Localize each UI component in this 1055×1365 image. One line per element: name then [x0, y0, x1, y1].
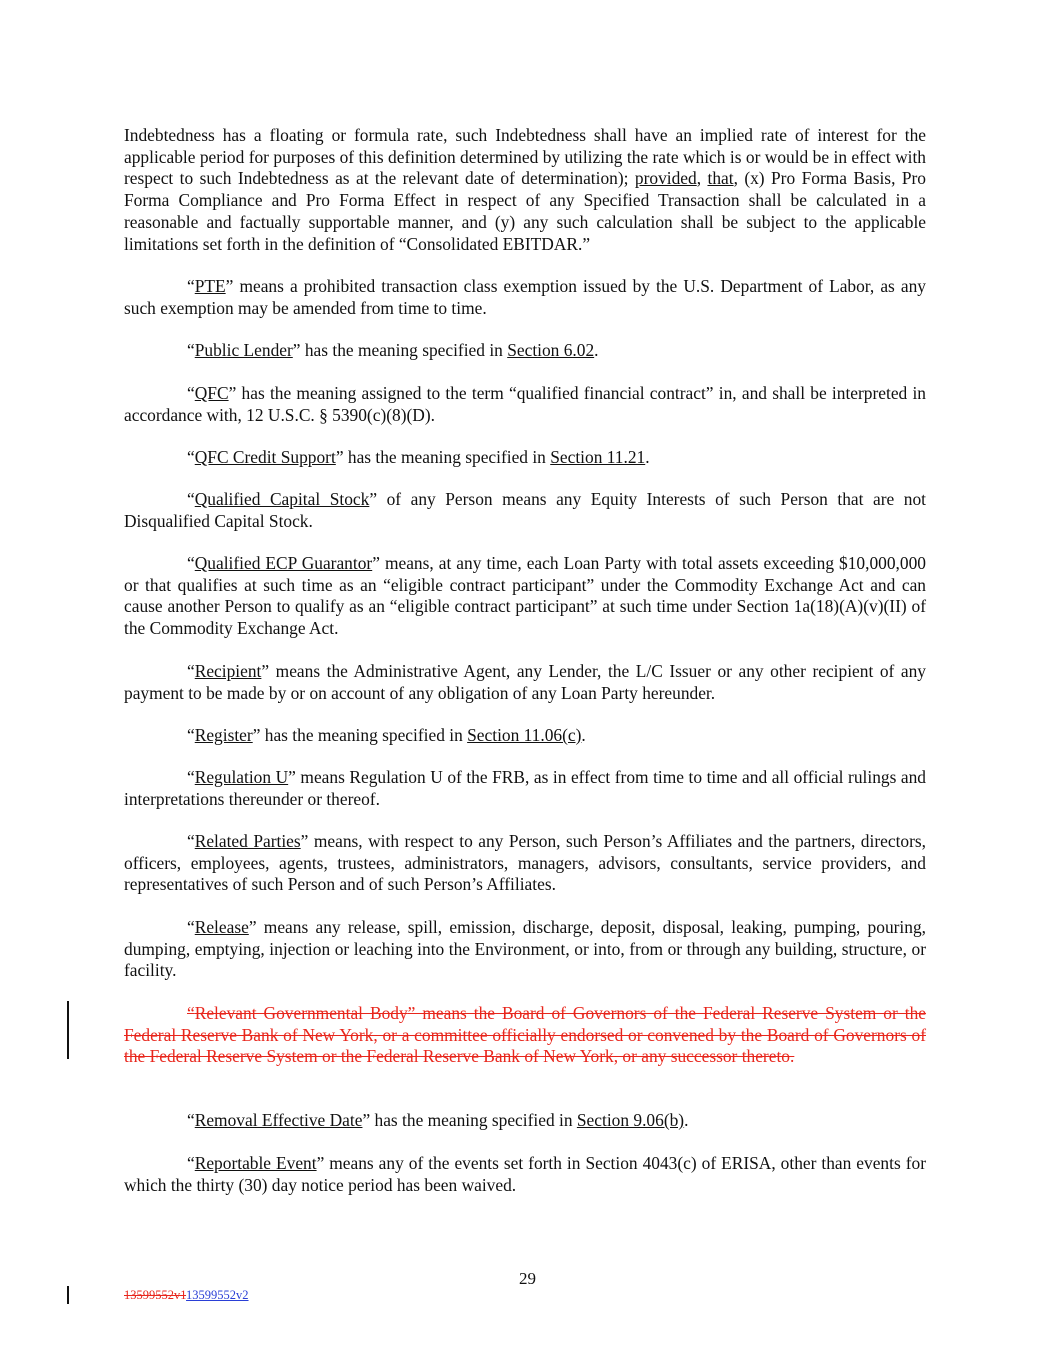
document-id-inserted: 13599552v2 [186, 1288, 249, 1302]
defined-term: Release [194, 917, 249, 937]
definition-text: ” has the meaning specified in [252, 725, 468, 745]
change-bar [67, 1001, 69, 1059]
open-quote: “ [187, 1003, 195, 1023]
paragraph-intro [124, 125, 926, 255]
intro-text-a: Indebtedness has a floating or formula rate, such Indebtedness shall have an implied rate of interest for the applicable period for purposes of this definition determined by utilizing the rate which is or would be in effect with respect to such Indebtedness as at the relevant date of determination); [124, 125, 926, 189]
document-id [124, 1288, 249, 1303]
defined-term: Recipient [194, 661, 262, 681]
definition-qualified-ecp-guarantor [124, 553, 926, 640]
definition-qfc [124, 383, 926, 426]
defined-term: Public Lender [194, 340, 293, 360]
open-quote: “ [187, 340, 195, 360]
definition-end: . [684, 1110, 689, 1130]
open-quote: “ [187, 725, 195, 745]
defined-term: QFC [194, 383, 229, 403]
open-quote: “ [187, 276, 195, 296]
that-term: that [707, 168, 734, 189]
section-reference: Section 11.06(c) [467, 725, 582, 745]
definition-qualified-capital-stock [124, 489, 926, 532]
definition-register [124, 725, 926, 747]
definition-release [124, 917, 926, 982]
definition-text: ” means any of the events set forth in Section 4043(c) of ERISA, other than events for which the thirty (30) day notice period has been waived. [124, 1153, 926, 1195]
section-reference: Section 9.06(b) [576, 1110, 685, 1130]
footer-change-bar [67, 1286, 69, 1304]
page-number: 29 [519, 1269, 536, 1288]
definition-text: ” means a prohibited transaction class exemption issued by the U.S. Department of Labor, as any such exemption may be amended from time to time. [124, 276, 926, 318]
definition-text: ” has the meaning assigned to the term “qualified financial contract” in, and shall be interpreted in accordance with, 12 U.S.C. § 5390(c)(8)(D). [124, 383, 926, 425]
definition-public-lender [124, 340, 926, 362]
definition-text: ” means, with respect to any Person, such Person’s Affiliates and the partners, directors, officers, employees, agents, trustees, administrators, managers, advisors, consultants, service providers, and representatives of such Person and of such Person’s Affiliates. [124, 831, 926, 895]
open-quote: “ [187, 831, 195, 851]
open-quote: “ [187, 447, 195, 467]
defined-term: PTE [194, 276, 226, 296]
definition-regulation-u [124, 767, 926, 810]
section-reference: Section 6.02 [507, 340, 595, 360]
open-quote: “ [187, 767, 195, 787]
provided-term: provided [634, 168, 697, 189]
definition-removal-effective-date [124, 1110, 926, 1132]
definition-relevant-governmental-body-deleted [124, 1003, 926, 1068]
open-quote: “ [187, 1110, 195, 1130]
open-quote: “ [187, 917, 195, 937]
defined-term: Reportable Event [194, 1153, 317, 1173]
defined-term: Qualified ECP Guarantor [194, 553, 373, 573]
open-quote: “ [187, 661, 195, 681]
definition-text: ” of any Person means any Equity Interests of such Person that are not Disqualified Capital Stock. [124, 489, 926, 531]
definition-text: ” means, at any time, each Loan Party with total assets exceeding $10,000,000 or that qualifies at such time as an “eligible contract participant” under the Commodity Exchange Act and can cause another Person to qualify as an “eligible contract participant” at such time under Section 1a(18)(A)(v)(II) of the Commodity Exchange Act. [124, 553, 926, 639]
definition-text: ” means any release, spill, emission, discharge, deposit, disposal, leaking, pumping, pouring, dumping, emptying, injection or leaching into the Environment, or into, from or through any building, structure, or facility. [124, 917, 926, 981]
section-reference: Section 11.21 [550, 447, 646, 467]
defined-term: Qualified Capital Stock [194, 489, 370, 509]
defined-term: Related Parties [194, 831, 301, 851]
definition-recipient [124, 661, 926, 704]
definition-end: . [645, 447, 650, 467]
defined-term: Register [194, 725, 253, 745]
defined-term: Relevant Governmental Body [194, 1003, 408, 1023]
intro-separator: , [696, 168, 708, 189]
definition-end: . [581, 725, 586, 745]
defined-term: Removal Effective Date [194, 1110, 363, 1130]
document-id-deleted: 13599552v1 [124, 1288, 187, 1302]
defined-term: Regulation U [194, 767, 289, 787]
open-quote: “ [187, 553, 195, 573]
defined-term: QFC Credit Support [194, 447, 336, 467]
open-quote: “ [187, 489, 195, 509]
definition-text: ” means the Board of Governors of the Federal Reserve System or the Federal Reserve Bank of New York, or a committee officially endorsed or convened by the Board of Governors of the Federal Reserve System or the Federal Reserve Bank of New York, or any successor thereto. [124, 1003, 927, 1067]
definition-text: ” has the meaning specified in [292, 340, 508, 360]
definition-related-parties [124, 831, 926, 896]
definition-end: . [594, 340, 599, 360]
definition-qfc-credit-support [124, 447, 926, 469]
definition-text: ” means Regulation U of the FRB, as in effect from time to time and all official rulings and interpretations thereunder or thereof. [124, 767, 926, 809]
definition-text: ” means the Administrative Agent, any Lender, the L/C Issuer or any other recipient of any payment to be made by or on account of any obligation of any Loan Party hereunder. [124, 661, 926, 703]
definition-text: ” has the meaning specified in [362, 1110, 577, 1130]
definition-pte [124, 276, 926, 319]
intro-text-b: , (x) Pro Forma Basis, Pro Forma Compliance and Pro Forma Effect in respect of any Specified Transaction shall be calculated in a reasonable and factually supportable manner, and (y) any such calculation shall be subject to the applicable limitations set forth in the definition of “Consolidated EBITDAR.” [124, 168, 926, 254]
open-quote: “ [187, 1153, 195, 1173]
open-quote: “ [187, 383, 195, 403]
definition-text: ” has the meaning specified in [335, 447, 551, 467]
definition-reportable-event [124, 1153, 926, 1196]
